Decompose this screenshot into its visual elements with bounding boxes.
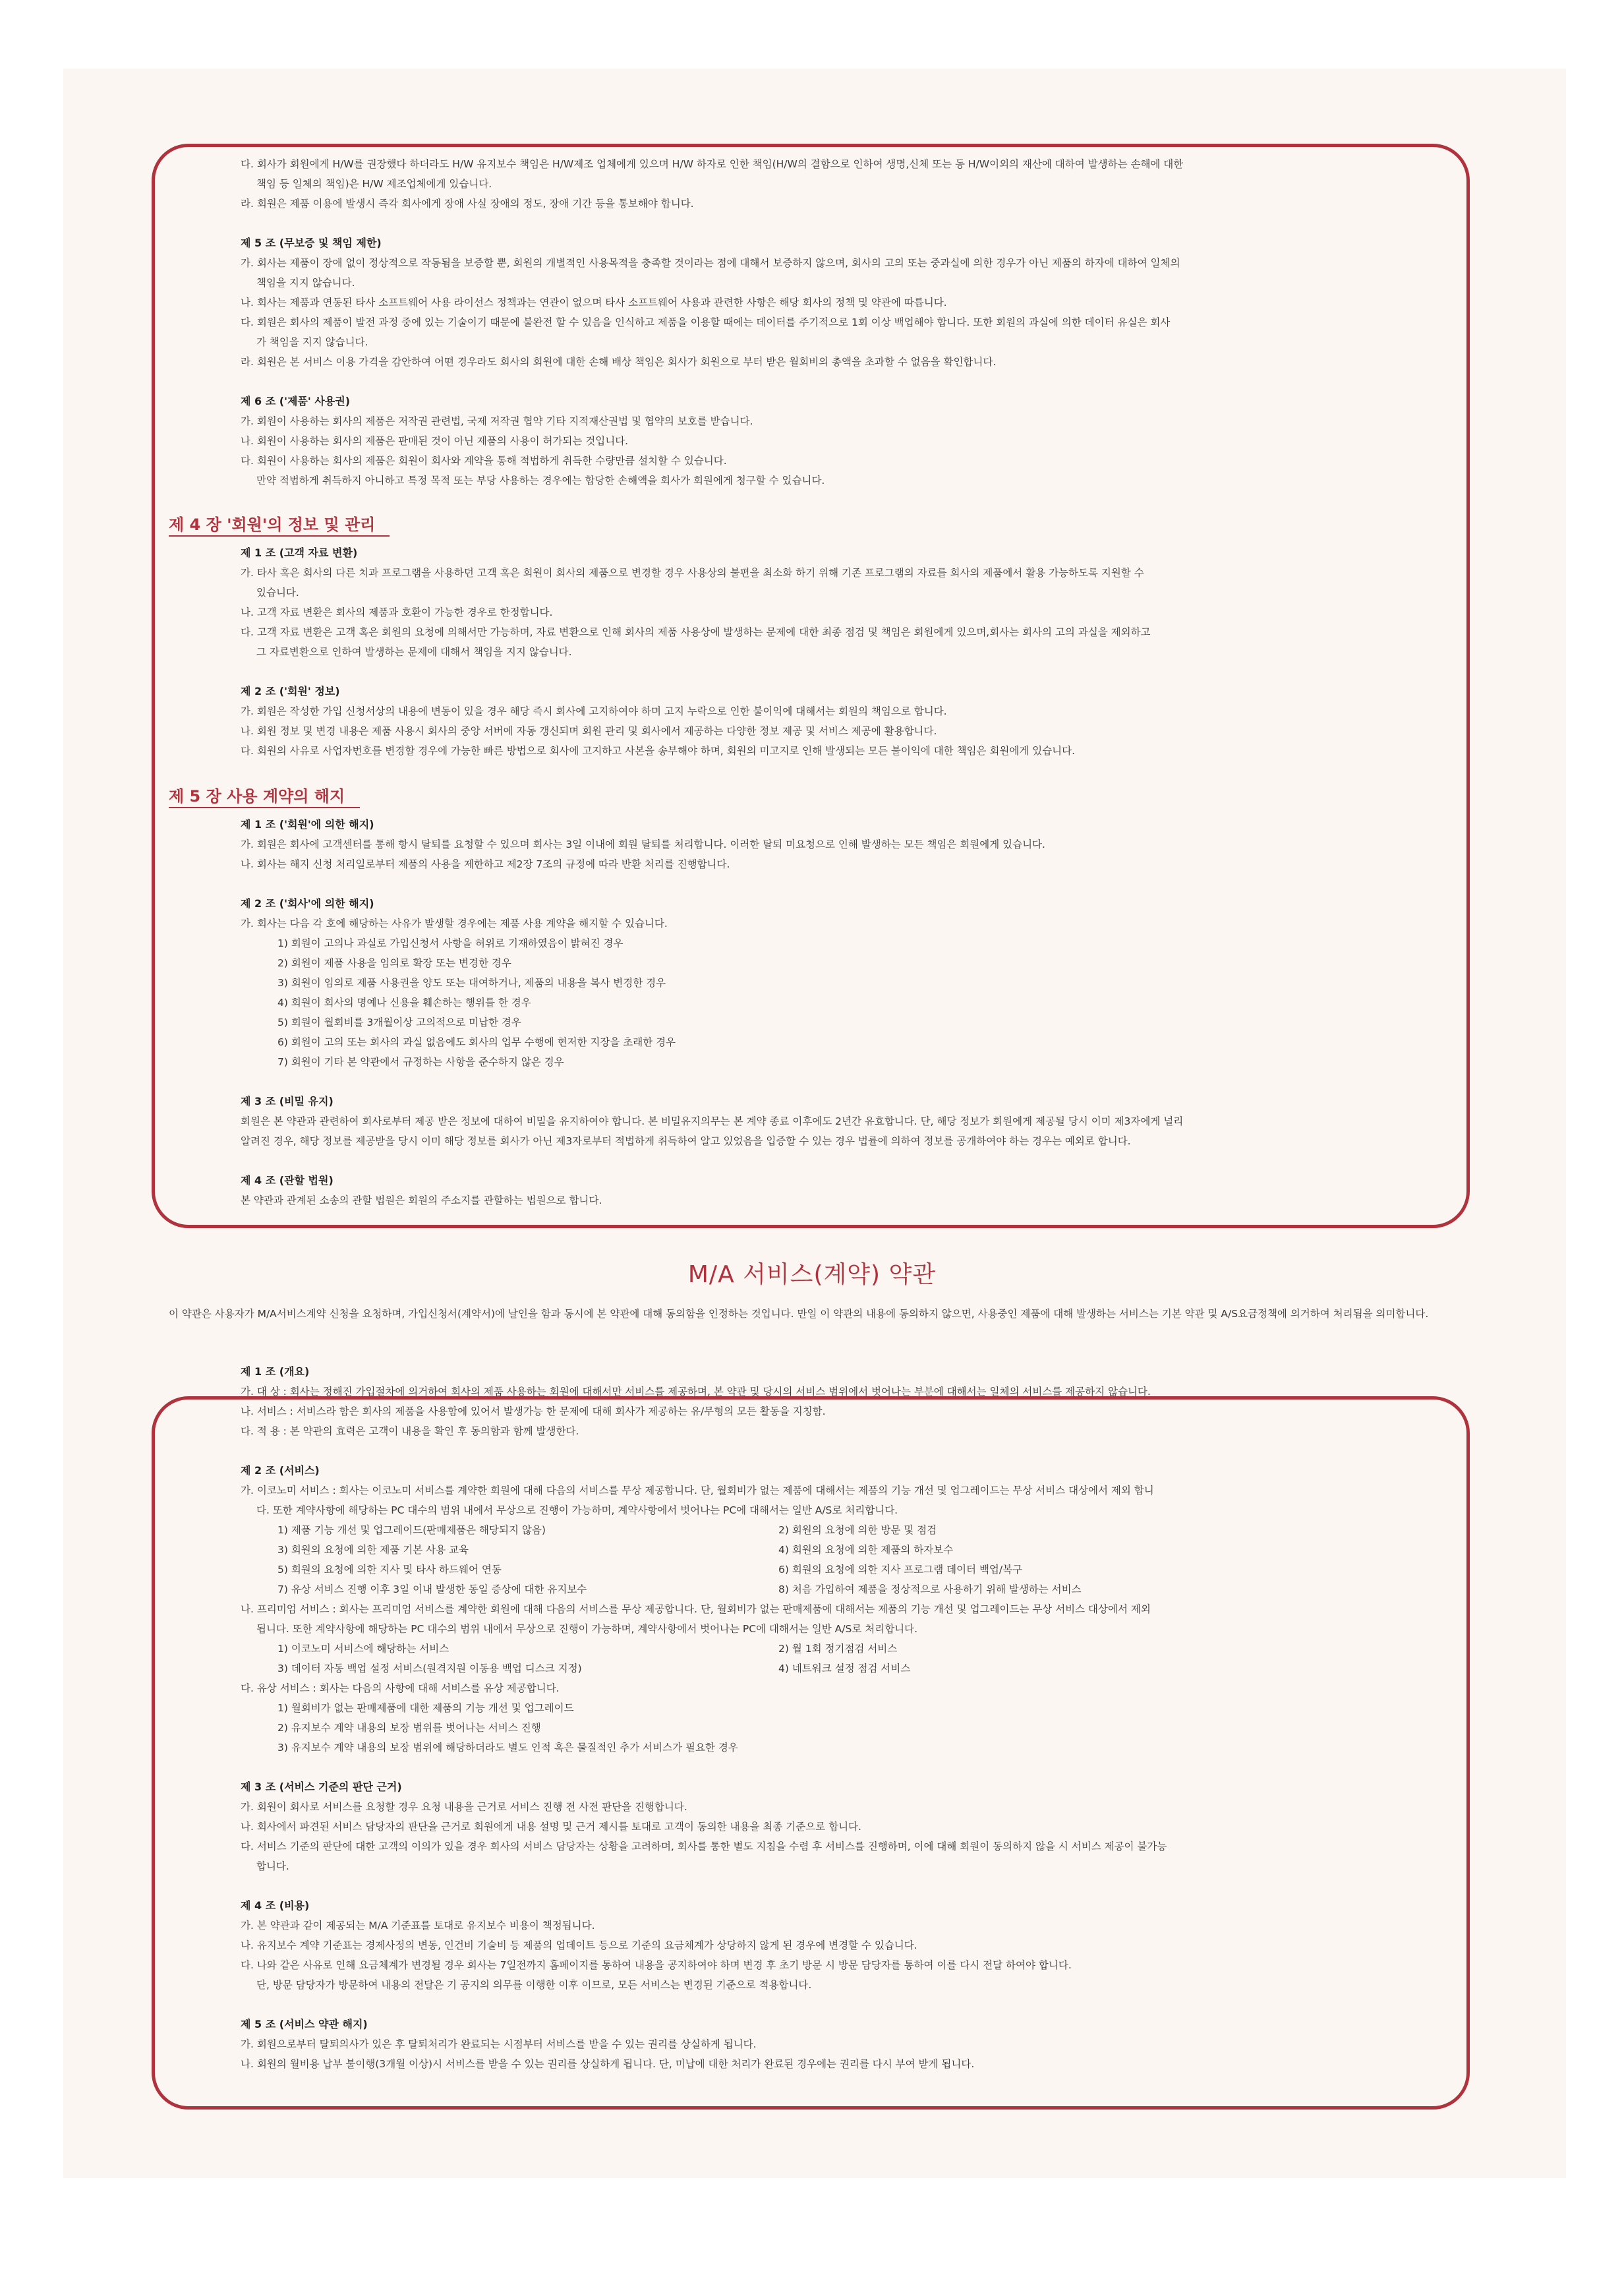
ma-intro: 이 약관은 사용자가 M/A서비스계약 신청을 요청하며, 가입신청서(계약서)에 날인을 함과 동시에 본 약관에 대해 동의함을 인정하는 것입니다. 만일 이 약관의 내용에 동의하지 않으면, 사용중인 제품에 대해 발생하는 서비스는 기본 약관 및 A/S요금정책에 의거하여 처리됨을 의미합니다. bbox=[169, 1308, 1429, 1320]
clause-text: 그 자료변환으로 인하여 발생하는 문제에 대해서 책임을 지지 않습니다. bbox=[256, 646, 572, 658]
spacer bbox=[241, 214, 1183, 233]
clause-text: 나. 회원이 사용하는 회사의 제품은 판매된 것이 아닌 제품의 사용이 허가되는 것입니다. bbox=[241, 435, 629, 447]
section-ma-terms bbox=[241, 1362, 1167, 2074]
clause-text: 가. 회사는 다음 각 호에 해당하는 사유가 발생할 경우에는 제품 사용 계약을 해지할 수 있습니다. bbox=[241, 918, 668, 930]
clause-text: 만약 적법하게 취득하지 아니하고 특정 목적 또는 부당 사용하는 경우에는 합당한 손해액을 회사가 회원에게 청구할 수 있습니다. bbox=[256, 475, 825, 487]
clause-text: 다. 또한 계약사항에 해당하는 PC 대수의 범위 내에서 무상으로 진행이 가능하며, 계약사항에서 벗어나는 PC에 대해서는 일반 A/S로 처리합니다. bbox=[256, 1504, 898, 1516]
clause-text: 책임을 지지 않습니다. bbox=[256, 277, 355, 289]
chapter-5-underline bbox=[169, 807, 360, 808]
clause-text: 라. 회원은 본 서비스 이용 가격을 감안하여 어떤 경우라도 회사의 회원에 대한 손해 배상 책임은 회사가 회원으로 부터 받은 월회비의 총액을 초과할 수 없음을 확인합니다. bbox=[241, 356, 997, 368]
article-title: 제 1 조 ('회원'에 의한 해지) bbox=[241, 818, 374, 831]
chapter-4-title: 제 4 장 '회원'의 정보 및 관리 bbox=[169, 516, 376, 534]
clause-text: 가. 회원이 회사로 서비스를 요청할 경우 요청 내용을 근거로 서비스 진행 전 사전 판단을 진행합니다. bbox=[241, 1801, 687, 1813]
list-item: 2) 회원의 요청에 의한 방문 및 점검 bbox=[778, 1524, 937, 1536]
clause-text: 7) 회원이 기타 본 약관에서 규정하는 사항을 준수하지 않은 경우 bbox=[277, 1056, 564, 1068]
list-item: 2) 월 1회 정기점검 서비스 bbox=[778, 1643, 898, 1655]
clause-text: 가. 회사는 제품이 장애 없이 정상적으로 작동됨을 보증할 뿐, 회원의 개별적인 사용목적을 충족할 것이라는 점에 대해서 보증하지 않으며, 회사의 고의 또는 중과실에 의한 경우가 아닌 제품의 하자에 대하여 일체의 bbox=[241, 257, 1180, 269]
article-title: 제 3 조 (서비스 기준의 판단 근거) bbox=[241, 1781, 402, 1793]
list-item: 4) 회원의 요청에 의한 제품의 하자보수 bbox=[778, 1544, 954, 1556]
clause-text: 가. 타사 혹은 회사의 다른 치과 프로그램을 사용하던 고객 혹은 회원이 회사의 제품으로 변경할 경우 사용상의 불편을 최소화 하기 위해 기존 프로그램의 자료를 회사의 제품에서 활용 가능하도록 지원할 수 bbox=[241, 567, 1144, 579]
article-title: 제 5 조 (서비스 약관 해지) bbox=[241, 2018, 368, 2030]
list-item: 1) 제품 기능 개선 및 업그레이드(판매제품은 해당되지 않음) bbox=[277, 1524, 546, 1536]
section-chapter-4 bbox=[241, 543, 1151, 761]
clause-text: 2) 회원이 제품 사용을 임의로 확장 또는 변경한 경우 bbox=[277, 957, 511, 969]
clause-text: 다. 고객 자료 변환은 고객 혹은 회원의 요청에 의해서만 가능하며, 자료 변환으로 인해 회사의 제품 사용상에 발생하는 문제에 대한 최종 점검 및 책임은 회원에게 있으며,회사는 회사의 고의 과실을 제외하고 bbox=[241, 626, 1151, 638]
clause-text: 다. 회사가 회원에게 H/W를 권장했다 하더라도 H/W 유지보수 책임은 H/W제조 업체에게 있으며 H/W 하자로 인한 책임(H/W의 결함으로 인하여 생명,신체 또는 동 H/W이외의 재산에 대하여 발생하는 손해에 대한 bbox=[241, 158, 1184, 170]
spacer bbox=[241, 1151, 1183, 1171]
clause-text: 나. 회원 정보 및 변경 내용은 제품 사용시 회사의 중앙 서버에 자동 갱신되며 회원 관리 및 회사에서 제공하는 다양한 정보 제공 및 서비스 제공에 활용합니다. bbox=[241, 725, 937, 737]
clause-text: 다. 회원의 사유로 사업자번호를 변경할 경우에 가능한 빠른 방법으로 회사에 고지하고 사본을 송부해야 하며, 회원의 미고지로 인해 발생되는 모든 불이익에 대한 책임은 회원에게 있습니다. bbox=[241, 745, 1076, 757]
clause-text: 다. 유상 서비스 : 회사는 다음의 사항에 대해 서비스를 유상 제공합니다. bbox=[241, 1682, 560, 1694]
list-item-pair bbox=[241, 1659, 1167, 1678]
clause-text: 가. 본 약관과 같이 제공되는 M/A 기준표를 토대로 유지보수 비용이 책정됩니다. bbox=[241, 1920, 595, 1932]
article-title: 제 1 조 (고객 자료 변환) bbox=[241, 546, 358, 559]
list-item: 3) 회원의 요청에 의한 제품 기본 사용 교육 bbox=[277, 1544, 469, 1556]
clause-text: 알려진 경우, 해당 정보를 제공받을 당시 이미 해당 정보를 회사가 아닌 제3자로부터 적법하게 취득하여 알고 있었음을 입증할 수 있는 경우 법률에 의하여 정보를 공개하여야 하는 경우는 예외로 합니다. bbox=[241, 1135, 1131, 1147]
spacer bbox=[241, 1876, 1167, 1896]
clause-text: 가. 회원으로부터 탈퇴의사가 있은 후 탈퇴처리가 완료되는 시점부터 서비스를 받을 수 있는 권리를 상실하게 됩니다. bbox=[241, 2038, 757, 2050]
spacer bbox=[241, 372, 1183, 392]
clause-text: 나. 회사는 제품과 연동된 타사 소프트웨어 사용 라이선스 정책과는 연관이 없으며 타사 소프트웨어 사용과 관련한 사항은 해당 회사의 정책 및 약관에 따릅니다. bbox=[241, 297, 947, 309]
list-item: 8) 처음 가입하여 제품을 정상적으로 사용하기 위해 발생하는 서비스 bbox=[778, 1583, 1082, 1595]
spacer bbox=[241, 662, 1151, 682]
clause-text: 3) 유지보수 계약 내용의 보장 범위에 해당하더라도 별도 인적 혹은 물질적인 추가 서비스가 필요한 경우 bbox=[277, 1742, 738, 1754]
chapter-5-title: 제 5 장 사용 계약의 해지 bbox=[169, 787, 345, 806]
clause-text: 다. 회원은 회사의 제품이 발전 과정 중에 있는 기술이기 때문에 불완전 할 수 있음을 인식하고 제품을 이용할 때에는 데이터를 주기적으로 1회 이상 백업해야 합니다. 또한 회원의 과실에 의한 데이터 유실은 회사 bbox=[241, 316, 1171, 328]
clause-text: 가. 회원은 작성한 가입 신청서상의 내용에 변동이 있을 경우 해당 즉시 회사에 고지하여야 하며 고지 누락으로 인한 불이익에 대해서는 회원의 책임으로 합니다. bbox=[241, 705, 947, 717]
article-title: 제 4 조 (관할 법원) bbox=[241, 1174, 334, 1187]
article-title: 제 5 조 (무보증 및 책임 제한) bbox=[241, 237, 382, 249]
clause-text: 나. 회사는 해지 신청 처리일로부터 제품의 사용을 제한하고 제2장 7조의 규정에 따라 반환 처리를 진행합니다. bbox=[241, 858, 730, 870]
spacer bbox=[241, 1757, 1167, 1777]
clause-text: 다. 적 용 : 본 약관의 효력은 고객이 내용을 확인 후 동의함과 함께 발생한다. bbox=[241, 1425, 579, 1437]
list-item-pair bbox=[241, 1639, 1167, 1659]
clause-text: 다. 나와 같은 사유로 인해 요금체계가 변경될 경우 회사는 7일전까지 홈페이지를 통하여 내용을 공지하여야 하며 변경 후 초기 방문 시 방문 담당자를 통하여 이를 다시 전달 하여야 합니다. bbox=[241, 1959, 1072, 1971]
list-item: 6) 회원의 요청에 의한 지사 프로그램 데이터 백업/복구 bbox=[778, 1564, 1023, 1576]
article-title: 제 3 조 (비밀 유지) bbox=[241, 1095, 334, 1107]
spacer bbox=[241, 1441, 1167, 1461]
list-item-pair bbox=[241, 1540, 1167, 1560]
section-chapter-5 bbox=[241, 815, 1183, 1210]
clause-text: 가. 회원이 사용하는 회사의 제품은 저작권 관련법, 국제 저작권 협약 기타 지적재산권법 및 협약의 보호를 받습니다. bbox=[241, 415, 753, 427]
list-item-pair bbox=[241, 1560, 1167, 1579]
list-item: 7) 유상 서비스 진행 이후 3일 이내 발생한 동일 증상에 대한 유지보수 bbox=[277, 1583, 587, 1595]
article-title: 제 4 조 (비용) bbox=[241, 1899, 310, 1912]
spacer bbox=[241, 1072, 1183, 1092]
list-item: 3) 데이터 자동 백업 설정 서비스(원격지원 이동용 백업 디스크 지정) bbox=[277, 1663, 582, 1674]
clause-text: 2) 유지보수 계약 내용의 보장 범위를 벗어나는 서비스 진행 bbox=[277, 1722, 541, 1734]
article-title: 제 1 조 (개요) bbox=[241, 1365, 310, 1378]
clause-text: 단, 방문 담당자가 방문하여 내용의 전달은 기 공지의 의무를 이행한 이후 이므로, 모든 서비스는 변경된 기준으로 적용합니다. bbox=[256, 1979, 812, 1991]
clause-text: 6) 회원이 고의 또는 회사의 과실 없음에도 회사의 업무 수행에 현저한 지장을 초래한 경우 bbox=[277, 1036, 676, 1048]
clause-text: 가. 대 상 : 회사는 정해진 가입절차에 의거하여 회사의 제품 사용하는 회원에 대해서만 서비스를 제공하며, 본 약관 및 당시의 서비스 범위에서 벗어나는 부분에 대해서는 일체의 서비스를 제공하지 않습니다. bbox=[241, 1386, 1151, 1398]
clause-text: 회원은 본 약관과 관련하여 회사로부터 제공 받은 정보에 대하여 비밀을 유지하여야 합니다. 본 비밀유지의무는 본 계약 종료 이후에도 2년간 유효합니다. 단, 해당 정보가 회원에게 제공될 당시 이미 제3자에게 널리 bbox=[241, 1115, 1184, 1127]
article-title: 제 2 조 (서비스) bbox=[241, 1464, 320, 1477]
list-item-pair bbox=[241, 1579, 1167, 1599]
spacer bbox=[241, 874, 1183, 894]
spacer bbox=[241, 1995, 1167, 2015]
chapter-4-underline bbox=[169, 535, 390, 537]
clause-text: 나. 유지보수 계약 기준표는 경제사정의 변동, 인건비 기술비 등 제품의 업데이트 등으로 기준의 요금체계가 상당하지 않게 된 경우에 변경할 수 있습니다. bbox=[241, 1939, 917, 1951]
clause-text: 가. 이코노미 서비스 : 회사는 이코노미 서비스를 계약한 회원에 대해 다음의 서비스를 무상 제공합니다. 단, 월회비가 없는 제품에 대해서는 제품의 기능 개선 및 업그레이드는 무상 서비스 대상에서 제외 합니 bbox=[241, 1485, 1154, 1496]
clause-text: 1) 회원이 고의나 과실로 가입신청서 사항을 허위로 기재하였음이 밝혀진 경우 bbox=[277, 937, 624, 949]
list-item-pair bbox=[241, 1520, 1167, 1540]
article-title: 제 2 조 ('회원' 정보) bbox=[241, 685, 340, 697]
clause-text: 나. 고객 자료 변환은 회사의 제품과 호환이 가능한 경우로 한정합니다. bbox=[241, 606, 553, 618]
list-item: 5) 회원의 요청에 의한 지사 및 타사 하드웨어 연동 bbox=[277, 1564, 502, 1576]
clause-text: 합니다. bbox=[256, 1860, 289, 1872]
clause-text: 가. 회원은 회사에 고객센터를 통해 항시 탈퇴를 요청할 수 있으며 회사는 3일 이내에 회원 탈퇴를 처리합니다. 이러한 탈퇴 미요청으로 인해 발생하는 모든 책임은 회원에게 있습니다. bbox=[241, 839, 1045, 850]
clause-text: 4) 회원이 회사의 명예나 신용을 훼손하는 행위를 한 경우 bbox=[277, 997, 531, 1009]
list-item: 1) 이코노미 서비스에 해당하는 서비스 bbox=[277, 1643, 450, 1655]
clause-text: 됩니다. 또한 계약사항에 해당하는 PC 대수의 범위 내에서 무상으로 진행이 가능하며, 계약사항에서 벗어나는 PC에 대해서는 일반 A/S로 처리합니다. bbox=[256, 1623, 918, 1635]
clause-text: 1) 월회비가 없는 판매제품에 대한 제품의 기능 개선 및 업그레이드 bbox=[277, 1702, 574, 1714]
article-title: 제 6 조 ('제품' 사용권) bbox=[241, 395, 351, 407]
clause-text: 다. 서비스 기준의 판단에 대한 고객의 이의가 있을 경우 회사의 서비스 담당자는 상황을 고려하며, 회사를 통한 별도 지침을 수렴 후 서비스를 진행하며, 이에 대해 회원이 동의하지 않을 시 서비스 제공이 불가능 bbox=[241, 1841, 1167, 1852]
article-title: 제 2 조 ('회사'에 의한 해지) bbox=[241, 897, 374, 910]
clause-text: 나. 프리미엄 서비스 : 회사는 프리미엄 서비스를 계약한 회원에 대해 다음의 서비스를 무상 제공합니다. 단, 월회비가 없는 판매제품에 대해서는 제품의 기능 개선 및 업그레이드는 무상 서비스 대상에서 제외 bbox=[241, 1603, 1151, 1615]
clause-text: 나. 회사에서 파견된 서비스 담당자의 판단을 근거로 회원에게 내용 설명 및 근거 제시를 토대로 고객이 동의한 내용을 최종 기준으로 합니다. bbox=[241, 1821, 861, 1833]
clause-text: 나. 서비스 : 서비스라 함은 회사의 제품을 사용함에 있어서 발생가능 한 문제에 대해 회사가 제공하는 유/무형의 모든 활동을 지칭함. bbox=[241, 1405, 826, 1417]
clause-text: 책임 등 일체의 책임)은 H/W 제조업체에게 있습니다. bbox=[256, 178, 492, 190]
clause-text: 5) 회원이 월회비를 3개월이상 고의적으로 미납한 경우 bbox=[277, 1017, 521, 1028]
ma-terms-title: M/A 서비스(계약) 약관 bbox=[687, 1261, 937, 1288]
clause-text: 있습니다. bbox=[256, 587, 299, 599]
clause-text: 다. 회원이 사용하는 회사의 제품은 회원이 회사와 계약을 통해 적법하게 취득한 수량만큼 설치할 수 있습니다. bbox=[241, 455, 727, 467]
clause-text: 라. 회원은 제품 이용에 발생시 즉각 회사에게 장애 사실 장애의 정도, 장애 기간 등을 통보해야 합니다. bbox=[241, 198, 694, 210]
clause-text: 본 약관과 관계된 소송의 관할 법원은 회원의 주소지를 관할하는 법원으로 합니다. bbox=[241, 1195, 602, 1206]
list-item: 4) 네트워크 설정 점검 서비스 bbox=[778, 1663, 911, 1674]
clause-text: 3) 회원이 임의로 제품 사용권을 양도 또는 대여하거나, 제품의 내용을 복사 변경한 경우 bbox=[277, 977, 666, 989]
clause-text: 나. 회원의 월비용 납부 불이행(3개월 이상)시 서비스를 받을 수 있는 권리를 상실하게 됩니다. 단, 미납에 대한 처리가 완료된 경우에는 권리를 다시 부여 받게 됩니다. bbox=[241, 2058, 975, 2070]
section-top bbox=[241, 154, 1183, 490]
clause-text: 가 책임을 지지 않습니다. bbox=[256, 336, 368, 348]
